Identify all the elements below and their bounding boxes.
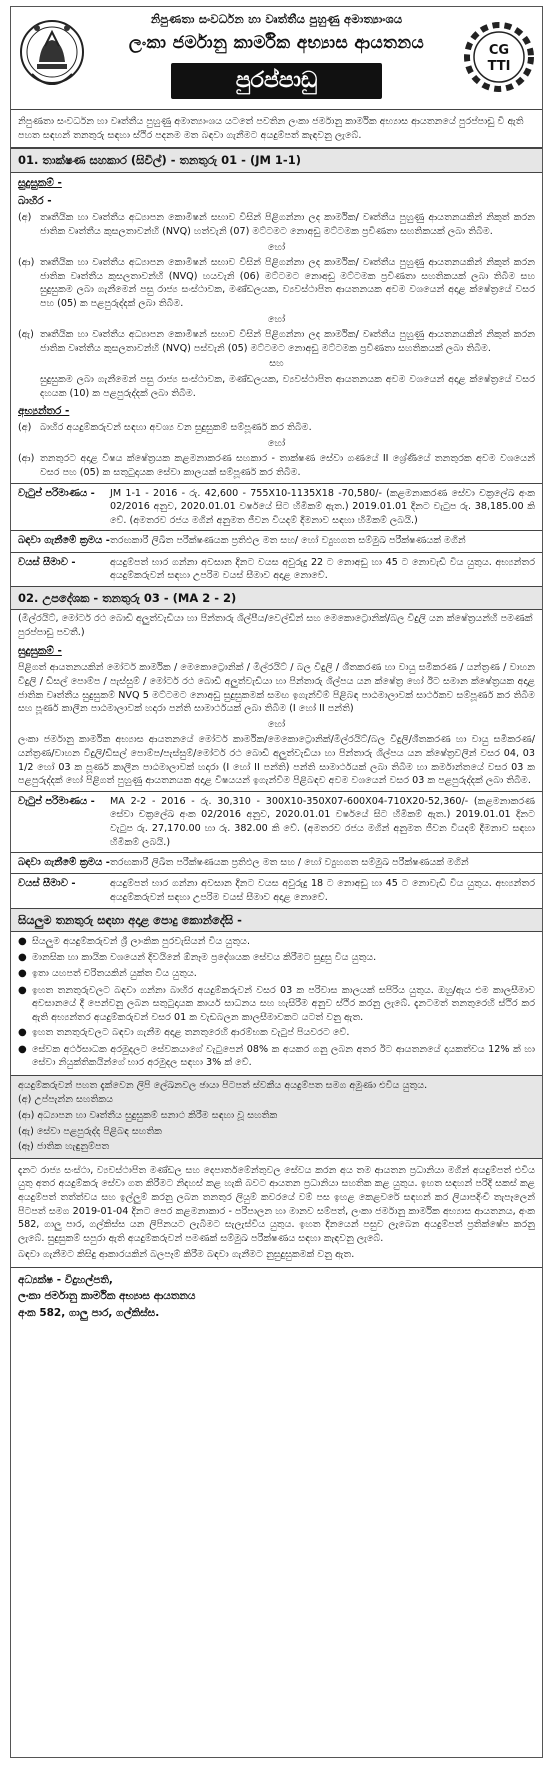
documents-box: [11, 1075, 542, 1159]
list-item: [11, 950, 542, 966]
documents-intro: අයදුම්කරුවන් පහත දැක්වෙන ලිපි ලේඛනවල ඡායා පිටපත් ස්වකීය අයදුම්පත සමග අමුණා එවිය යුතුය.: [18, 1079, 428, 1091]
post-1-age-row: [11, 552, 542, 586]
and-separator: සහ: [269, 358, 284, 370]
salary-text: MA 2-2 - 2016 - රු. 30,310 - 300X10-350X07-600X04-710X20-52,360/- (කළමනාකරණ සේවා චක්‍රලේඛ අංක 02/2016 අනුව, 2020.01.01 වර්ෂයේ සිට හිමිකම් ඇත.) 2019.01.01 දිනට වැටුප රු. 27,170.00 හා රු. 382.00 කි වේ. (අමතරව රජය මගින් අනුමත ජීවන වියදම් දීමනාව සඳහා හිමිකම් ලබයි.): [110, 795, 535, 848]
item-text: පිළිගත් ආයතනයකින් මෝටර් කාර්මික / මෙකොට්‍රොනික් / මිල්රයිට් / බල විදුලි / ශීතකරණ හා වායු සමීකරණ / යන්ත්‍රණ / වාහන විදුලි / ඩීසල් පොම්ප / පැස්සුම් / මෝටර් රථ බොඩි අලුත්වැඩියා හා පින්තාරු ශිල්පය යන ක්ෂේත්‍ර හෝ ඊට සමාන ක්ෂේත්‍රයක අදාළ ජාතික වෘත්තීය සුදුසුකම් NVQ 5 මට්ටමට නොඅඩු සුදුසුකමක් සමඟ ඉගැන්වීම් පිළිබඳ පාඨමාලාවක් සාර්ථකව සම්පූර්ණ කර තිබීම සහ පූර්ණ කාලීන පාඨමාලාවක් හදාරා පන්ති සාමාර්ථයක් ලබා තිබීම (I හෝ II පන්ති): [18, 662, 535, 715]
list-item: [11, 934, 542, 950]
or-separator: හෝ: [267, 241, 286, 253]
closing-warning: බඳවා ගැනීමට කිසිදු ආකාරයකින් බලපෑම් කිරීම බඳවා ගැනීමට නුසුදුසුකමක් වනු ඇත.: [18, 1249, 355, 1261]
method-text: තරඟකාරී ලිඛිත පරීක්ෂණයක ප්‍රතිඵල මත සහ/ හෝ ව්‍යුහගත සම්මුඛ පරීක්ෂණයක් මගින්: [110, 535, 466, 547]
post-1-salary-row: [11, 483, 542, 531]
institute-name: ලංකා ජර්මානු කාර්මික අභ්‍යාස ආයතනය: [128, 33, 425, 53]
post-2-note: (මිල්රයිට්, මෝටර් රථ බොඩි අලුත්වැඩියා හා පින්තාරු ශිල්පීය/වෙල්ඩින් සහ මෙකොට්‍රොනික්/බල විදුලි යන ක්ෂේත්‍රයන්හි පමණක් පුරප්පාඩු පවතී.): [18, 613, 533, 638]
salary-text: JM 1-1 - 2016 - රු. 42,600 - 755X10-1135X18 -70,580/- (කළමනාකරණ සේවා චක්‍රලේඛ අංක 02/2016 අනුව, 2020.01.01 වර්ෂයේ සිට හිමිකම් ඇත.) 2019.01.01 දිනට වැටුප රු. 38,185.00 කි වේ. (අමතරව රජය මගින් අනුමත ජීවන වියදම් දීමනාව සඳහා හිමිකම් ලබයි.): [110, 487, 535, 526]
method-text: තරඟකාරී ලිඛිත පරීක්ෂණයක ප්‍රතිඵල මත සහ / හෝ ව්‍යුහගත සම්මුඛ පරීක්ෂණයක් මගින්: [110, 857, 469, 869]
list-item-text: සියලුම අයදුම්කරුවන් ශ්‍රී ලාංකික පුරවැසියන් විය යුතුය.: [32, 935, 251, 947]
salary-label: වැටුප් පරිමාණය -: [18, 487, 95, 499]
post-2-qualifications-label: සුදුසුකම් -: [18, 645, 62, 658]
bullet-icon: ●: [18, 984, 27, 996]
document-item: (ඇ) සේවා පළපුරුද්ද පිළිබඳ සහතික: [18, 1125, 162, 1137]
age-label: වයස් සීමාව -: [18, 556, 76, 568]
post-1-external-item: [11, 372, 542, 401]
list-item-text: සේවක අර්ථසාධක අරමුදලට සේවකයාගේ වැටුපෙන් 08% ක අයකර ගනු ලබන අතර ඊට ආයතනයේ දායකත්වය 12% ක් හා සේවා නියුක්තිකයින්ගේ භාර අරමුදල සඳහා 3% ක් වේ.: [32, 1043, 535, 1069]
item-text: තෘතීයික හා වෘත්තීය අධ්‍යාපන කොමිෂන් සභාව විසින් පිළිගන්නා ලද කාර්මික/ වෘත්තීය පුහුණු ආයතනයකින් නිකුත් කරන ජාතික වෘත්තීය කුසලතාවන්හි (NVQ) හත්වැනි (07) මට්ටමට නොඅඩු මට්ටමක ප්‍රවීණතා සහතිකයක් ලබා තිබීම.: [40, 212, 535, 237]
item-text: තෘතීයික හා වෘත්තීය අධ්‍යාපන කොමිෂන් සභාව විසින් පිළිගන්නා ලද කාර්මික/ වෘත්තීය පුහුණු ආයතනයකින් නිකුත් කරන ජාතික වෘත්තීය කුසලතාවන්හි (NVQ) හයවැනි (06) මට්ටමට නොඅඩු මට්ටමක ප්‍රවීණතා සහතිකයක් ලබා තිබීම සහ සුදුසුකම ලබා ගැනීමෙන් පසු රාජ්‍ය සංස්ථාවක, මණ්ඩලයක, ව්‍යවස්ථාපිත ආයතනයක අවම වශයෙන් අදාළ ක්ෂේත්‍රයේ වසර පහ (05) ක පළපුරුද්දක් ලබා තිබීම.: [40, 257, 535, 310]
signatory-title: අධ්‍යක්ෂ - විදුහල්පති,: [18, 1274, 113, 1287]
post-2-salary-row: [11, 791, 542, 852]
item-text: තනතුරට අදාළ විෂය ක්ෂේත්‍රයක කළමනාකරණ සහකාර - තාක්ෂණ සේවා ගණයේ II ශ්‍රේණියේ තනතුරක අවම වශයෙන් වසර පහ (05) ක සතුටුදායක සේවා කාලයක් සම්පූර්ණ කර තිබීම.: [40, 453, 535, 479]
svg-text:TTI: TTI: [487, 59, 511, 74]
method-label: බඳවා ගැනීමේ ක්‍රමය -: [18, 535, 110, 547]
list-item-text: මානසික හා කායික වශයෙන් දිවයිනේ ඕනෑම ප්‍රදේශයක සේවය කිරීමට සුදුසු විය යුතුය.: [32, 952, 377, 964]
closing-paragraph: දැනට රාජ්‍ය සංස්ථා, ව්‍යවස්ථාපිත මණ්ඩල සහ දෙපාර්තමේන්තුවල සේවය කරන අය තම ආයතන ප්‍රධානියා මගින් අයදුම්පත් එවිය යුතු අතර අයදුම්කරු සේවා ගත කිරීමට නිදහස් කළ හැකි බවට ආයතන ප්‍රධානියා සහතික කළ යුතුය. ඉහත සඳහන් පරිදි සකස් කළ අයදුම්පත් තත්ත්වය සහ ඉල්ලුම් කරනු ලබන තනතුර ලියුම් කවරයේ වම් පස ඉහළ කෙළවරේ සඳහන් කර ලියාපදිංචි තැපෑලෙන් පිටපත් සමග 2019-01-04 දිනට පෙර කළමනාකාර - පරිපාලන හා මානව සම්පත්, ලංකා ජර්මානු කාර්මික අභ්‍යාස ආයතනය, අංක 582, ගාලු පාර, ගල්කිස්ස යන ලිපිනයට ලැබීමට සැලැස්විය යුතුය. ඉහත දිනයෙන් පසුව ලැබෙන අයදුම්පත් ප්‍රතික්ෂේප කරනු ලැබේ. සුදුසුකම් සපුරා ඇති අයදුම්කරුවන් පමණක් සම්මුඛ පරීක්ෂණය සඳහා කැඳවනු ලැබේ.: [18, 1164, 535, 1244]
header: [11, 7, 542, 110]
closing-section: [11, 1159, 542, 1268]
list-item-text: ඉහත තනතුරුවලට බඳවා ගැනීම අදාළ තනතුරෙහි ආරම්භක වැටුප් පියවරට වේ.: [32, 1027, 350, 1039]
advertisement-page: [10, 6, 543, 1758]
list-item: [11, 966, 542, 982]
post-2-age-row: [11, 873, 542, 907]
intro-paragraph: නිපුණතා සංවර්ධන හා වෘත්තීය පුහුණු අමාත්‍යාංශය යටතේ පවතින ලංකා ජර්මානු කාර්මික අභ්‍යාස ආයතනයේ පුරප්පාඩු වී ඇති පහත සඳහන් තනතුරු සඳහා ස්ථිර පදනම මත බඳවා ගැනීමට අයදුම්පත් කැඳවනු ලැබේ.: [11, 110, 542, 148]
method-label: බඳවා ගැනීමේ ක්‍රමය -: [18, 857, 110, 869]
salary-label: වැටුප් පරිමාණය -: [18, 795, 95, 807]
age-text: අයදුම්පත් භාර ගන්නා අවසාන දිනට වයස අවුරුදු 18 ට නොඅඩු හා 45 ට නොවැඩි විය යුතුය. අභ්‍යන්තර අයදුම්කරුවන් සඳහා උපරිම වයස් සීමාව අදාළ නොවේ.: [110, 878, 535, 904]
vacancies-heading: පුරප්පාඩු: [171, 63, 382, 99]
bullet-icon: ●: [18, 935, 27, 947]
list-item: [11, 1042, 542, 1071]
cgtti-logo-icon: [462, 14, 536, 100]
list-item: [11, 1025, 542, 1041]
post-1-external-item: [11, 255, 542, 311]
post-1-internal-item: [11, 420, 542, 436]
or-separator: හෝ: [267, 313, 286, 325]
post-2-qualification-1: [11, 660, 542, 716]
post-2-qualification-2: [11, 732, 542, 790]
post-1-external-item: [11, 210, 542, 239]
signatory-address: අංක 582, ගාලු පාර, ගල්කිස්ස.: [18, 1306, 160, 1319]
bullet-icon: ●: [18, 1043, 27, 1055]
post-1-internal-label: අභ්‍යන්තර -: [18, 405, 70, 418]
post-2-method-row: [11, 852, 542, 873]
item-text: ලංකා ජර්මානු කාර්මික අභ්‍යාස ආයතනයේ මෝටර් කාර්මික/මෙකොට්‍රොනික්/මිල්රයිට්/බල විදුලි/ශීතකරණ හා වායු සමීකරණ/යන්ත්‍රණ/වාහන විදුලි/ඩීසල් පොම්ප/පැස්සුම්/මෝටර් රථ බොඩි අලුත්වැඩියා හා පින්තාරු ශිල්පය යන ක්ෂේත්‍රවලින් වසර 04, 03 1/2 හෝ 03 ක පූර්ණ කාලීන පාඨමාලාවක් හදාරා (I හෝ II පන්ති) පන්ති සාමාර්ථයක් ලබා තිබීම හා කර්මාන්තයේ වසර 03 ක පළපුරුද්දක් හෝ පිළිගත් පුහුණු ආයතනයක අදාළ විෂයයන් ඉගැන්වීම පිළිබඳව අවම වශයෙන් වසර 03 ක පළපුරුද්දක් ලබා තිබීම.: [18, 734, 535, 787]
age-label: වයස් සීමාව -: [18, 878, 76, 890]
item-text: සුදුසුකම ලබා ගැනීමෙන් පසු රාජ්‍ය සංස්ථාවක, මණ්ඩලයක, ව්‍යවස්ථාපිත ආයතනයක අවම වශයෙන් අදාළ ක්ෂේත්‍රයේ වසර දහයක (10) ක පළපුරුද්දක් ලබා තිබීම.: [40, 374, 535, 399]
list-item-text: ඉහත තනතුරුවලට බඳවා ගන්නා බාහිර අයදුම්කරුවන් වසර 03 ක පරිවාස කාලයක් සපිරිය යුතුය. ඔහු/ඇය එම කාලසීමාව අවසානයේ දී පෙන්වනු ලබන සතුටුදායක කාර්ය සාධනය සහ හැසිරීම අනුව ස්ථිර කරනු ලැබේ. දැනටමත් තනතුරෙහි ස්ථිර කර ඇති අභ්‍යන්තර අයදුම්කරුවන් වසර 01 ක වැඩබලන කාලසීමාවකට යටත් වනු ඇත.: [32, 984, 535, 1023]
post-2-title: 02. උපදේශක - තනතුරු 03 - (MA 2 - 2): [11, 586, 542, 610]
post-1-qualifications-label: සුදුසුකම් -: [18, 176, 62, 189]
svg-text:CG: CG: [488, 43, 510, 58]
signature-block: [11, 1268, 542, 1325]
item-mark: [18, 373, 40, 400]
post-1-external-item: [11, 327, 542, 356]
item-mark: (ඇ): [18, 329, 34, 341]
sri-lanka-emblem-icon: [17, 12, 87, 100]
item-mark: (ආ): [18, 453, 35, 465]
post-1-external-label: බාහිර -: [18, 195, 52, 208]
item-text: තෘතීයික හා වෘත්තීය අධ්‍යාපන කොමිෂන් සභාව විසින් පිළිගන්නා ලද කාර්මික/ වෘත්තීය පුහුණු ආයතනයකින් නිකුත් කරන ජාතික වෘත්තීය කුසලතාවන්හි (NVQ) පස්වැනි (05) මට්ටමට නොඅඩු මට්ටමක ප්‍රවීණතා සහතිකයක් ලබා තිබීම.: [40, 329, 535, 354]
general-conditions-list: [11, 932, 542, 1075]
general-conditions-title: සියලුම තනතුරු සඳහා අදාළ පොදු කොන්දේසි -: [11, 908, 542, 932]
list-item-text: ඉතා යහපත් චරිතයකින් යුක්ත විය යුතුය.: [32, 968, 197, 980]
post-1-method-row: [11, 530, 542, 551]
list-item: [11, 983, 542, 1026]
or-separator: හෝ: [267, 718, 286, 730]
item-mark: (අ): [18, 212, 32, 224]
signatory-institute: ලංකා ජර්මානු කාර්මික අභ්‍යාස ආයතනය: [18, 1290, 196, 1303]
post-1-title: 01. තාක්ෂණ සහකාර (සිවිල්) - තනතුරු 01 - (JM 1-1): [11, 148, 542, 172]
post-1-internal-item: [11, 451, 542, 482]
bullet-icon: ●: [18, 952, 27, 964]
document-item: (ආ) අධ්‍යාපන හා වෘත්තීය සුදුසුකම් සනාථ කිරීම සඳහා වූ සහතික: [18, 1109, 278, 1121]
bullet-icon: ●: [18, 1027, 27, 1039]
document-item: (ඈ) ජාතික හැඳුනුම්පත: [18, 1141, 110, 1153]
item-text: බාහිර අයදුම්කරුවන් සඳහා අවශ්‍ය වන සුදුසුකම් සම්පූර්ණ කර තිබීම.: [40, 422, 312, 434]
ministry-name: නිපුණතා සංවර්ධන හා වෘත්තීය පුහුණු අමාත්‍යාංශය: [150, 12, 403, 26]
item-mark: (ආ): [18, 257, 35, 269]
age-text: අයදුම්පත් භාර ගන්නා අවසාන දිනට වයස අවුරුදු 22 ට නොඅඩු හා 45 ට නොවැඩි විය යුතුය. අභ්‍යන්තර අයදුම්කරුවන් සඳහා උපරිම වයස් සීමාව අදාළ නොවේ.: [110, 556, 535, 582]
bullet-icon: ●: [18, 968, 27, 980]
item-mark: (අ): [18, 422, 32, 434]
document-item: (අ) උප්පැන්න සහතිකය: [18, 1094, 113, 1106]
or-separator: හෝ: [267, 437, 286, 449]
